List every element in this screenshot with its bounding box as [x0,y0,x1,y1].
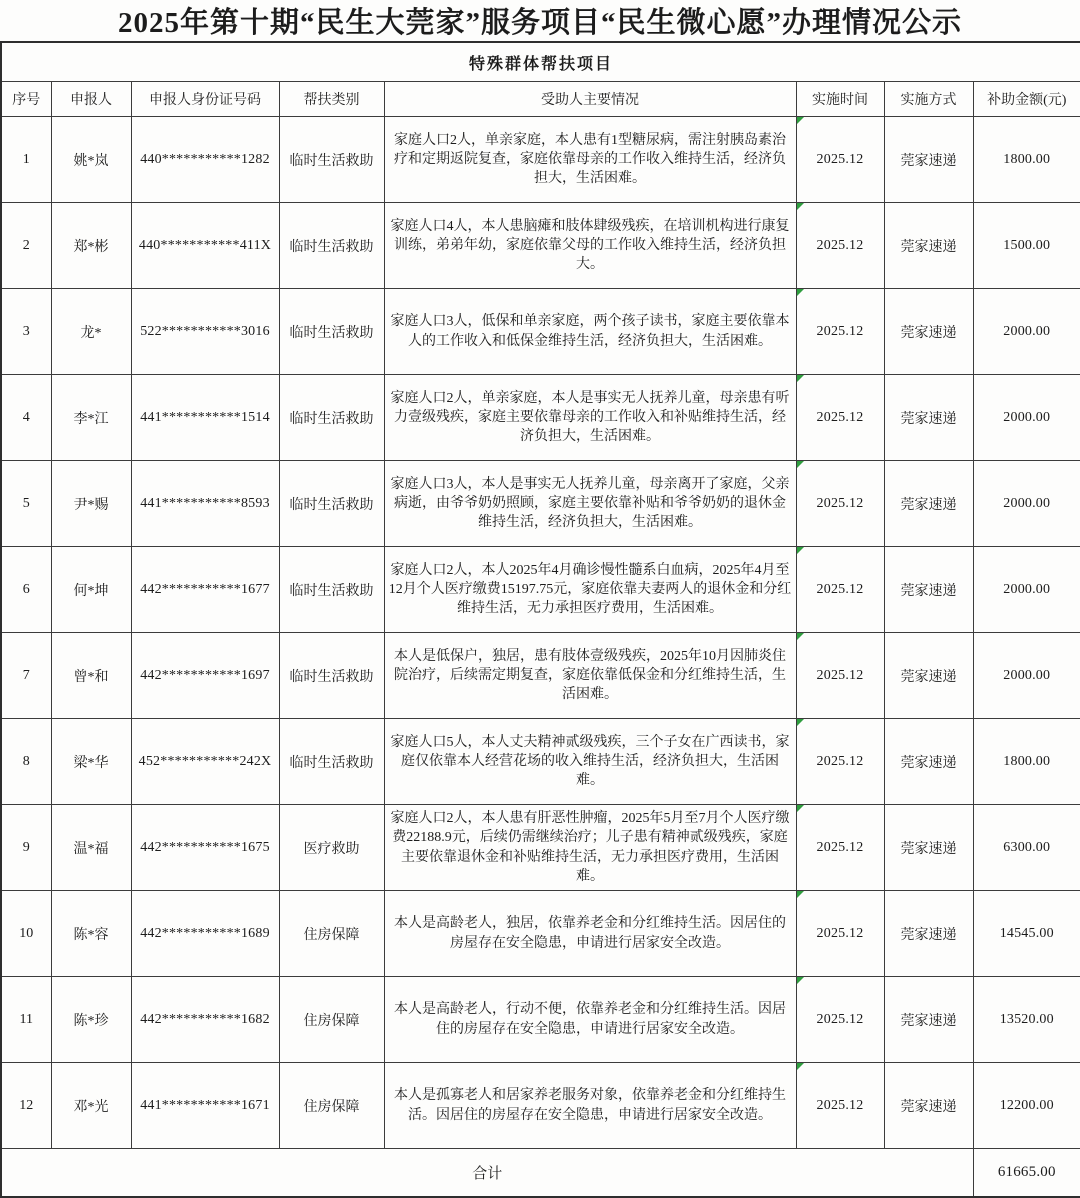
cell-id: 442***********1697 [131,633,279,719]
table-row [1,461,1080,547]
cell-method: 莞家速递 [884,805,973,891]
cell-name: 姚*岚 [51,117,131,203]
cell-id: 442***********1675 [131,805,279,891]
cell-name: 何*坤 [51,547,131,633]
green-corner-flag-icon [797,203,804,210]
cell-amount: 2000.00 [973,633,1080,719]
cell-amount: 2000.00 [973,547,1080,633]
cell-situation: 本人是高龄老人，行动不便，依靠养老金和分红维持生活。因居住的房屋存在安全隐患，申请进行居家安全改造。 [384,977,796,1063]
table-row [1,203,1080,289]
cell-no: 4 [1,375,51,461]
cell-situation: 家庭人口3人，本人是事实无人抚养儿童，母亲离开了家庭，父亲病逝，由爷爷奶奶照顾，家庭主要依靠补贴和爷爷奶奶的退休金维持生活，经济负担大，生活困难。 [384,461,796,547]
green-corner-flag-icon [797,633,804,640]
col-header-method: 实施方式 [884,82,973,117]
col-header-amount: 补助金额(元) [973,82,1080,117]
cell-amount: 2000.00 [973,375,1080,461]
table-row [1,891,1080,977]
cell-time: 2025.12 [796,805,884,891]
green-corner-flag-icon [797,719,804,726]
cell-no: 1 [1,117,51,203]
cell-category: 临时生活救助 [279,461,384,547]
cell-amount: 6300.00 [973,805,1080,891]
cell-time: 2025.12 [796,203,884,289]
cell-time: 2025.12 [796,633,884,719]
table-row [1,117,1080,203]
cell-no: 6 [1,547,51,633]
cell-amount: 2000.00 [973,461,1080,547]
cell-amount: 12200.00 [973,1063,1080,1149]
cell-amount: 1800.00 [973,117,1080,203]
cell-name: 龙* [51,289,131,375]
green-corner-flag-icon [797,117,804,124]
cell-time: 2025.12 [796,375,884,461]
cell-name: 梁*华 [51,719,131,805]
table-total-row [1,1149,1080,1198]
green-corner-flag-icon [797,289,804,296]
cell-method: 莞家速递 [884,461,973,547]
cell-id: 441***********1671 [131,1063,279,1149]
cell-time: 2025.12 [796,547,884,633]
table-row [1,633,1080,719]
cell-category: 住房保障 [279,1063,384,1149]
cell-situation: 本人是高龄老人，独居，依靠养老金和分红维持生活。因居住的房屋存在安全隐患，申请进行居家安全改造。 [384,891,796,977]
cell-no: 11 [1,977,51,1063]
cell-category: 住房保障 [279,891,384,977]
cell-id: 441***********1514 [131,375,279,461]
total-amount: 61665.00 [973,1149,1080,1198]
aid-table [0,41,1080,1198]
col-header-situation: 受助人主要情况 [384,82,796,117]
cell-situation: 家庭人口3人，低保和单亲家庭，两个孩子读书，家庭主要依靠本人的工作收入和低保金维持生活，经济负担大，生活困难。 [384,289,796,375]
cell-category: 临时生活救助 [279,203,384,289]
cell-method: 莞家速递 [884,375,973,461]
green-corner-flag-icon [797,375,804,382]
cell-no: 10 [1,891,51,977]
cell-method: 莞家速递 [884,117,973,203]
cell-id: 442***********1689 [131,891,279,977]
cell-id: 440***********1282 [131,117,279,203]
cell-id: 442***********1682 [131,977,279,1063]
section-title: 特殊群体帮扶项目 [1,42,1080,82]
document-title: 2025年第十期“民生大莞家”服务项目“民生微心愿”办理情况公示 [117,7,962,39]
cell-situation: 家庭人口4人，本人患脑瘫和肢体肆级残疾，在培训机构进行康复训练，弟弟年幼，家庭依靠父母的工作收入维持生活，经济负担大。 [384,203,796,289]
cell-category: 临时生活救助 [279,547,384,633]
green-corner-flag-icon [797,891,804,898]
green-corner-flag-icon [797,977,804,984]
col-header-category: 帮扶类别 [279,82,384,117]
cell-id: 452***********242X [131,719,279,805]
cell-category: 临时生活救助 [279,289,384,375]
table-row [1,977,1080,1063]
cell-method: 莞家速递 [884,977,973,1063]
cell-name: 陈*容 [51,891,131,977]
cell-situation: 本人是孤寡老人和居家养老服务对象，依靠养老金和分红维持生活。因居住的房屋存在安全隐患，申请进行居家安全改造。 [384,1063,796,1149]
cell-name: 温*福 [51,805,131,891]
cell-no: 12 [1,1063,51,1149]
table-row [1,547,1080,633]
cell-time: 2025.12 [796,977,884,1063]
cell-method: 莞家速递 [884,289,973,375]
cell-time: 2025.12 [796,461,884,547]
cell-situation: 家庭人口2人，单亲家庭，本人是事实无人抚养儿童，母亲患有听力壹级残疾，家庭主要依靠母亲的工作收入和补贴维持生活，经济负担大，生活困难。 [384,375,796,461]
cell-amount: 1500.00 [973,203,1080,289]
table-row [1,1063,1080,1149]
cell-name: 郑*彬 [51,203,131,289]
cell-name: 陈*珍 [51,977,131,1063]
table-row [1,375,1080,461]
cell-no: 2 [1,203,51,289]
cell-time: 2025.12 [796,891,884,977]
table-row [1,289,1080,375]
col-header-name: 申报人 [51,82,131,117]
cell-amount: 14545.00 [973,891,1080,977]
cell-no: 8 [1,719,51,805]
cell-name: 邓*光 [51,1063,131,1149]
cell-category: 临时生活救助 [279,633,384,719]
cell-name: 尹*赐 [51,461,131,547]
cell-time: 2025.12 [796,719,884,805]
cell-name: 曾*和 [51,633,131,719]
cell-time: 2025.12 [796,1063,884,1149]
cell-method: 莞家速递 [884,203,973,289]
cell-method: 莞家速递 [884,719,973,805]
cell-no: 7 [1,633,51,719]
cell-category: 医疗救助 [279,805,384,891]
cell-id: 441***********8593 [131,461,279,547]
table-section-row [1,42,1080,82]
col-header-id: 申报人身份证号码 [131,82,279,117]
cell-amount: 13520.00 [973,977,1080,1063]
cell-no: 9 [1,805,51,891]
cell-amount: 1800.00 [973,719,1080,805]
cell-time: 2025.12 [796,117,884,203]
cell-category: 住房保障 [279,977,384,1063]
cell-situation: 家庭人口2人，单亲家庭，本人患有1型糖尿病，需注射胰岛素治疗和定期返院复查，家庭依靠母亲的工作收入维持生活，经济负担大，生活困难。 [384,117,796,203]
cell-situation: 家庭人口5人，本人丈夫精神贰级残疾，三个子女在广西读书，家庭仅依靠本人经营花场的收入维持生活，经济负担大，生活困难。 [384,719,796,805]
cell-situation: 本人是低保户，独居，患有肢体壹级残疾，2025年10月因肺炎住院治疗，后续需定期复查，家庭依靠低保金和分红维持生活，生活困难。 [384,633,796,719]
cell-method: 莞家速递 [884,633,973,719]
col-header-time: 实施时间 [796,82,884,117]
cell-method: 莞家速递 [884,1063,973,1149]
cell-method: 莞家速递 [884,547,973,633]
cell-id: 442***********1677 [131,547,279,633]
cell-time: 2025.12 [796,289,884,375]
cell-name: 李*江 [51,375,131,461]
green-corner-flag-icon [797,461,804,468]
table-row [1,719,1080,805]
cell-no: 3 [1,289,51,375]
cell-situation: 家庭人口2人，本人患有肝恶性肿瘤，2025年5月至7月个人医疗缴费22188.9元，后续仍需继续治疗；儿子患有精神贰级残疾，家庭主要依靠退休金和补贴维持生活，无力承担医疗费用，生活困难。 [384,805,796,891]
cell-id: 522***********3016 [131,289,279,375]
cell-category: 临时生活救助 [279,117,384,203]
cell-category: 临时生活救助 [279,719,384,805]
cell-no: 5 [1,461,51,547]
cell-situation: 家庭人口2人，本人2025年4月确诊慢性髓系白血病，2025年4月至12月个人医疗缴费15197.75元，家庭依靠夫妻两人的退休金和分红维持生活，无力承担医疗费用，生活困难。 [384,547,796,633]
green-corner-flag-icon [797,1063,804,1070]
cell-id: 440***********411X [131,203,279,289]
total-label: 合计 [1,1149,973,1198]
col-header-no: 序号 [1,82,51,117]
green-corner-flag-icon [797,805,804,812]
cell-category: 临时生活救助 [279,375,384,461]
cell-amount: 2000.00 [973,289,1080,375]
table-row [1,805,1080,891]
green-corner-flag-icon [797,547,804,554]
cell-method: 莞家速递 [884,891,973,977]
table-header-row [1,82,1080,117]
